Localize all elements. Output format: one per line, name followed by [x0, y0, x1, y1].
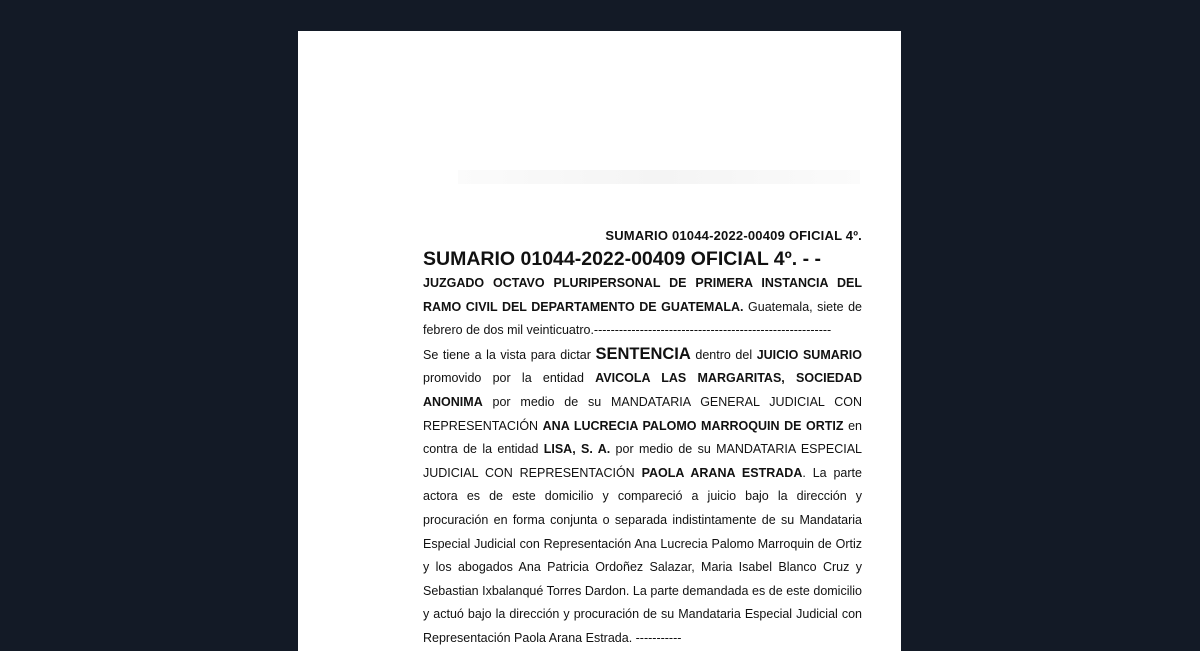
juicio-type: JUICIO SUMARIO [756, 347, 862, 362]
court-name: JUZGADO OCTAVO PLURIPERSONAL DE PRIMERA INSTANCIA DEL RAMO CIVIL DEL DEPARTAMENTO DE GUATEMALA. [423, 276, 862, 314]
defendant-representative: PAOLA ARANA ESTRADA [641, 465, 803, 480]
text-segment: . La parte actora es de este domicilio y compareció a juicio bajo la dirección y procuración en forma conjunta o separada indistintamente de su Mandataria Especial Judicial con Representación Ana Lucrecia Palomo Marroquin de Ortiz y los abogados Ana Patricia Ordoñez Salazar, Maria Isabel Blanco Cruz y Sebastian Ixbalanqué Torres Dardon. La parte demandada es de este domicilio y actuó bajo la dirección y procuración de su Mandataria Especial Judicial con Representación Paola Arana Estrada. ----------- [423, 465, 862, 645]
sentence-paragraph [423, 343, 862, 651]
text-segment: dentro del [690, 347, 757, 362]
running-header: SUMARIO 01044-2022-00409 OFICIAL 4º. [605, 228, 862, 243]
document-title: SUMARIO 01044-2022-00409 OFICIAL 4º. - - [423, 248, 821, 270]
plaintiff-entity: AVICOLA LAS MARGARITAS, SOCIEDAD ANONIMA [423, 371, 862, 409]
text-segment: Se tiene a la vista para dictar [423, 347, 596, 362]
sentencia-word: SENTENCIA [595, 344, 691, 363]
document-page [298, 31, 901, 651]
plaintiff-representative: ANA LUCRECIA PALOMO MARROQUIN DE ORTIZ [542, 418, 844, 433]
date-text: Guatemala, siete de febrero de dos mil veinticuatro. [423, 299, 862, 338]
court-paragraph [423, 272, 862, 343]
faint-header-band [458, 170, 860, 184]
text-segment: en contra de la entidad [423, 418, 862, 457]
text-segment: por medio de su MANDATARIA GENERAL JUDICIAL CON REPRESENTACIÓN [423, 394, 862, 433]
dash-filler: --------------------------------------------------------- [593, 323, 832, 338]
defendant-entity: LISA, S. A. [543, 442, 611, 457]
text-segment: promovido por la entidad [423, 371, 596, 386]
text-segment: por medio de su MANDATARIA ESPECIAL JUDICIAL CON REPRESENTACIÓN [423, 442, 862, 480]
document-content [423, 227, 862, 651]
